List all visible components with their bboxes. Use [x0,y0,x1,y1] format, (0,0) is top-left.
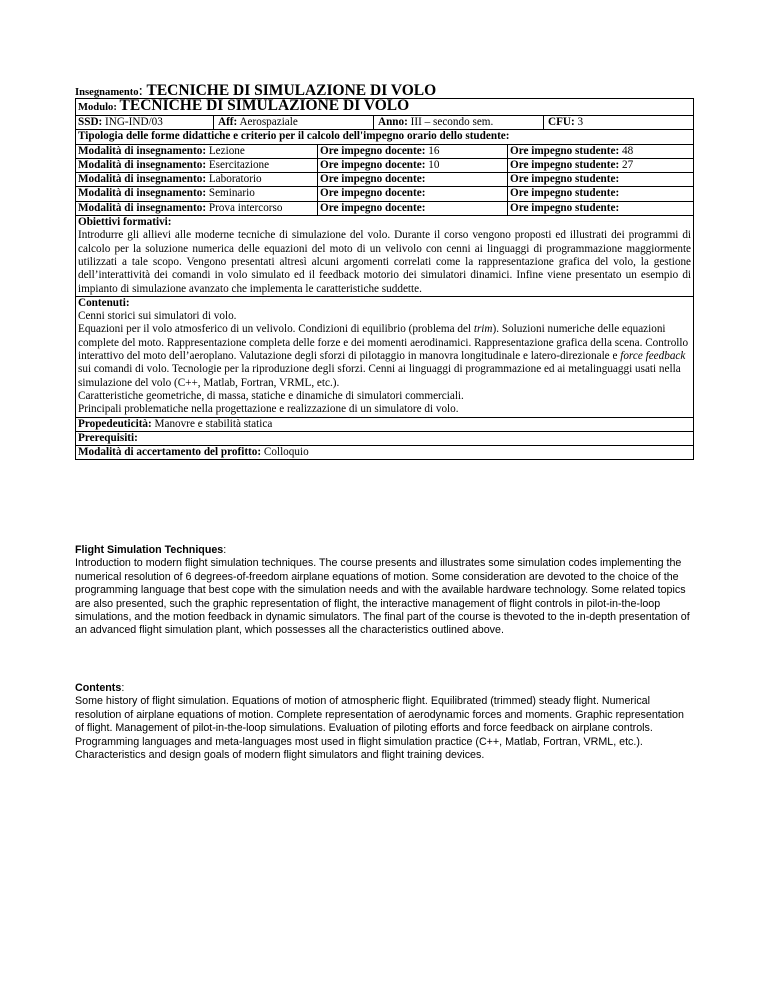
aff-cell [214,116,374,129]
modulo-value: TECNICHE DI SIMULAZIONE DI VOLO [119,97,410,114]
english-title: Flight Simulation Techniques [75,544,224,556]
aff-label: Aff: [218,116,238,128]
accertamento-value: Colloquio [263,446,309,459]
tipologia-text: Tipologia delle forme didattiche e criterio per il calcolo dell'impegno orario dello studente: [76,130,694,144]
ssd-value: ING-IND/03 [105,116,163,128]
contenuti-line: Principali problematiche nella progettazione e realizzazione di un simulatore di volo. [78,403,459,416]
english-contents-section: Contents: Some history of flight simulation. Equations of motion of atmospheric flight. Equilibrated (trimmed) steady flight. Numerical resolution of airplane equations of motion. Complete representation of aerodynamic forces and moments. Graphic representation of flight. Management of pilot-in-the-loop simulations. Evaluation of piloting efforts and force feedback on airplane controls. Programming languages and meta-languages most used in flight simulation practice (C++, Matlab, Fortran, VRML, etc.). Characteristics and design goals of modern flight simulators and flight training devices. [75,682,695,762]
modalita-value: Lezione [208,144,245,157]
english-contents-title: Contents [75,682,122,694]
insegnamento-label: Insegnamento [75,87,139,98]
propedeuticita-label: Propedeuticità: [78,417,152,430]
obiettivi-label: Obiettivi formativi: [78,216,172,229]
obiettivi-text: Introdurre gli allievi alle moderne tecniche di simulazione del volo. Durante il corso vengono proposti ed illustrati dei programmi di calcolo per la soluzione numerica delle equazioni del moto di un velivolo con cenni ai linguaggi di programmazione maggiormente utilizzati a tale scopo. Vengono presentati altresì alcuni argomenti correlati come la rappresentazione grafica del volo, la gestione dell’interattività dei comandi in volo simulato ed il feedback motorio dei simulatori dinamici. Infine viene presentato un esempio di impianto di simulazione avanzato che implementa le caratteristiche suddette. [78,229,692,295]
cfu-cell [544,116,693,129]
anno-cell [374,116,544,129]
prerequisiti-label: Prerequisiti: [78,431,138,444]
ssd-cell [76,116,214,129]
tipologia-row [76,130,694,144]
contenuti-label: Contenuti: [78,296,130,309]
prerequisiti-row [76,431,694,445]
course-sheet [75,84,693,460]
ore-studente-value: 48 [621,144,634,157]
ore-docente-value: 10 [428,158,440,171]
english-text: Introduction to modern flight simulation techniques. The course presents and illustrates some simulation codes implementing the numerical resolution of 6 degrees-of-freedom airplane equations of motion. Some consideration are devoted to the choice of the programming language that best cope with the simulation needs and with the available hardware technology. Some related topics are also presented, such the graphic representation of flight, the interactive management of flight controls in pilot-in-the-loop simulations, and the motion feedback in dynamic simulators. The final part of the course is thevoted to the in-depth presentation of an advanced flight simulation plant, which possesses all the characteristics outlined above. [75,557,690,637]
modulo-row [76,99,694,116]
ssd-label: SSD: [78,116,103,128]
english-contents-text: Some history of flight simulation. Equations of motion of atmospheric flight. Equilibrated (trimmed) steady flight. Numerical resolution of airplane equations of motion. Complete representation of aerodynamic forces and moments. Graphic representation of flight. Management of pilot-in-the-loop simulations. Evaluation of piloting efforts and force feedback on airplane controls. Programming languages and meta-languages most used in flight simulation practice (C++, Matlab, Fortran, VRML, etc.). Characteristics and design goals of modern flight simulators and flight training devices. [75,695,684,762]
contenuti-line: Caratteristiche geometriche, di massa, statiche e dinamiche di simulatori commerciali. [78,389,464,402]
contenuti-row [76,296,694,417]
modalita-row: Modalità di insegnamento: Laboratorio Ore impegno docente: Ore impegno studente: [76,173,694,187]
ore-docente-value: 16 [428,144,440,157]
modulo-label: Modulo: [78,102,117,113]
modalita-row: Modalità di insegnamento: Esercitazione Ore impegno docente: 10 Ore impegno studente: 27 [76,158,694,172]
modalita-value: Esercitazione [208,158,270,171]
propedeuticita-row [76,417,694,431]
english-section: Flight Simulation Techniques: Introduction to modern flight simulation techniques. The course presents and illustrates some simulation codes implementing the numerical resolution of 6 degrees-of-freedom airplane equations of motion. Some consideration are devoted to the choice of the programming language that best cope with the simulation needs and with the available hardware technology. Some related topics are also presented, such the graphic representation of flight, the interactive management of flight controls in pilot-in-the-loop simulations, and the motion feedback in dynamic simulators. The final part of the course is thevoted to the in-depth presentation of an advanced flight simulation plant, which possesses all the characteristics outlined above. [75,544,695,638]
contenuti-line: Cenni storici sui simulatori di volo. [78,310,237,323]
accertamento-label: Modalità di accertamento del profitto: [78,446,262,459]
modalita-value: Prova intercorso [208,201,283,214]
modalita-row: Modalità di insegnamento: Seminario Ore impegno docente: Ore impegno studente: [76,187,694,201]
ssd-row [76,116,694,130]
propedeuticita-value: Manovre e stabilità statica [154,417,273,430]
ore-studente-value: 27 [621,158,634,171]
contenuti-paragraph: Equazioni per il volo atmosferico di un velivolo. Condizioni di equilibrio (problema del trim). Soluzioni numeriche delle equazioni complete del moto. Rappresentazione completa delle forze e dei momenti aerodinamici. Rappresentazione grafica della scena. Controllo interattivo del moto dell’aeroplano. Valutazione degli sforzi di pilotaggio in manovra longitudinale e latero-direzionale e force feedback sui comandi di volo. Tecnologie per la riproduzione degli sforzi. Cenni ai linguaggi di programmazione ed ai metalinguaggi usati nella simulazione del volo (C++, Matlab, Fortran, VRML, etc.). [78,323,689,389]
anno-value: III – secondo sem. [410,116,494,128]
insegnamento-value: TECNICHE DI SIMULAZIONE DI VOLO [146,82,437,99]
insegnamento-line: Insegnamento: TECNICHE DI SIMULAZIONE DI VOLO [75,82,437,99]
aff-value: Aerospaziale [239,116,298,128]
anno-label: Anno: [378,116,408,128]
modalita-row: Modalità di insegnamento: Prova intercorso Ore impegno docente: Ore impegno studente: [76,201,694,215]
modalita-value: Seminario [208,187,255,200]
cfu-value: 3 [577,116,584,128]
obiettivi-row [76,216,694,297]
modalita-row: Modalità di insegnamento: Lezione Ore impegno docente: 16 Ore impegno studente: 48 [76,144,694,158]
trim-term: trim [473,323,493,336]
course-table [75,98,694,460]
modalita-value: Laboratorio [208,173,262,186]
cfu-label: CFU: [548,116,575,128]
accertamento-row [76,446,694,460]
force-feedback-term: force feedback [620,350,686,363]
